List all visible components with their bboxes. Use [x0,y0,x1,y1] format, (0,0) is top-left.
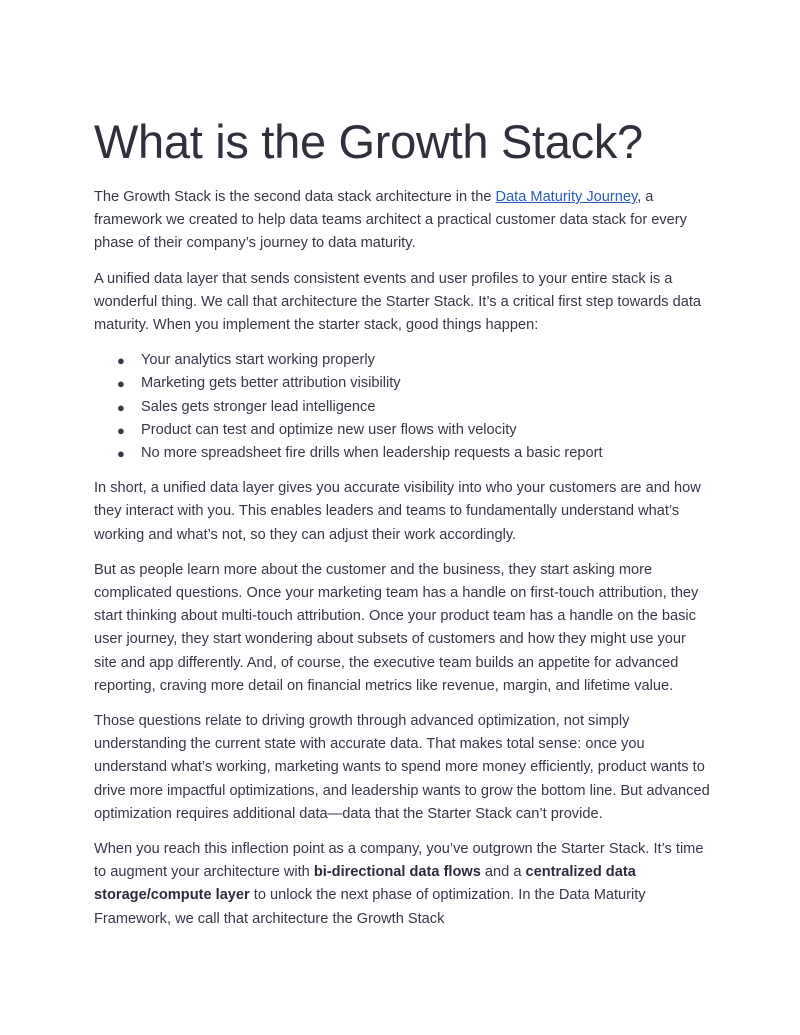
optimization-paragraph: Those questions relate to driving growth through advanced optimization, not simply understanding the current state with accurate data. That makes total sense: once you understand what’s working, marketing wants to spend more money efficiently, product wants to drive more impactful optimizations, and leadership wants to grow the bottom line. But advanced optimization requires additional data—data that the Starter Stack can’t provide. [94,713,710,822]
bullet-icon: ● [117,353,125,369]
list-item [117,372,712,395]
data-maturity-journey-link[interactable]: Data Maturity Journey [495,189,638,205]
bullet-icon: ● [117,422,125,438]
list-item-text: Marketing gets better attribution visibility [141,375,401,392]
bullet-icon: ● [117,399,125,415]
list-item [117,419,712,442]
bullet-icon: ● [117,446,125,462]
list-item [117,442,712,465]
inflection-paragraph [94,838,712,931]
intro-text-before: The Growth Stack is the second data stack architecture in the [94,189,496,205]
inflection-text-1: When you reach this inflection point as a company, you’ve outgrown the Starter Stack. It’s time to augment your architecture with [94,841,704,881]
page-title: What is the Growth Stack? [94,115,643,168]
bullet-icon: ● [117,376,125,392]
inflection-text-2: and a [480,864,526,881]
inflection-text-3: to unlock the next phase of optimization. In the Data Maturity Framework, we call that architecture the Growth Stack [94,887,646,927]
list-item-text: Product can test and optimize new user flows with velocity [141,421,517,438]
bold-bidirectional: bi-directional data flows [313,864,481,881]
intro-text-after: , a framework we created to help data teams architect a practical customer data stack for every phase of their company’s journey to data maturity. [94,189,687,252]
in-short-paragraph: In short, a unified data layer gives you accurate visibility into who your customers are and how they interact with you. This enables leaders and teams to fundamentally understand what’s working and what’s not, so they can adjust their work accordingly. [94,480,701,543]
benefits-list [94,349,712,465]
intro-paragraph [94,186,712,256]
starter-stack-paragraph: A unified data layer that sends consistent events and user profiles to your entire stack is a wonderful thing. We call that architecture the Starter Stack. It’s a critical first step towards data maturity. When you implement the starter stack, good things happen: [94,270,701,334]
bold-centralized-storage: centralized data storage/compute layer [94,864,636,904]
list-item [117,349,712,372]
list-item-text: Sales gets stronger lead intelligence [141,398,376,415]
article [94,112,712,943]
list-item-text: No more spreadsheet fire drills when leadership requests a basic report [141,445,603,462]
list-item [117,396,712,419]
questions-paragraph: But as people learn more about the customer and the business, they start asking more complicated questions. Once your marketing team has a handle on first-touch attribution, they start thinking about multi-touch attribution. Once your product team has a handle on the basic user journey, they start wondering about subsets of customers and how they might use your site and app differently. And, of course, the executive team builds an appetite for advanced reporting, craving more detail on financial metrics like revenue, margin, and lifetime value. [94,561,699,694]
list-item-text: Your analytics start working properly [141,352,375,369]
